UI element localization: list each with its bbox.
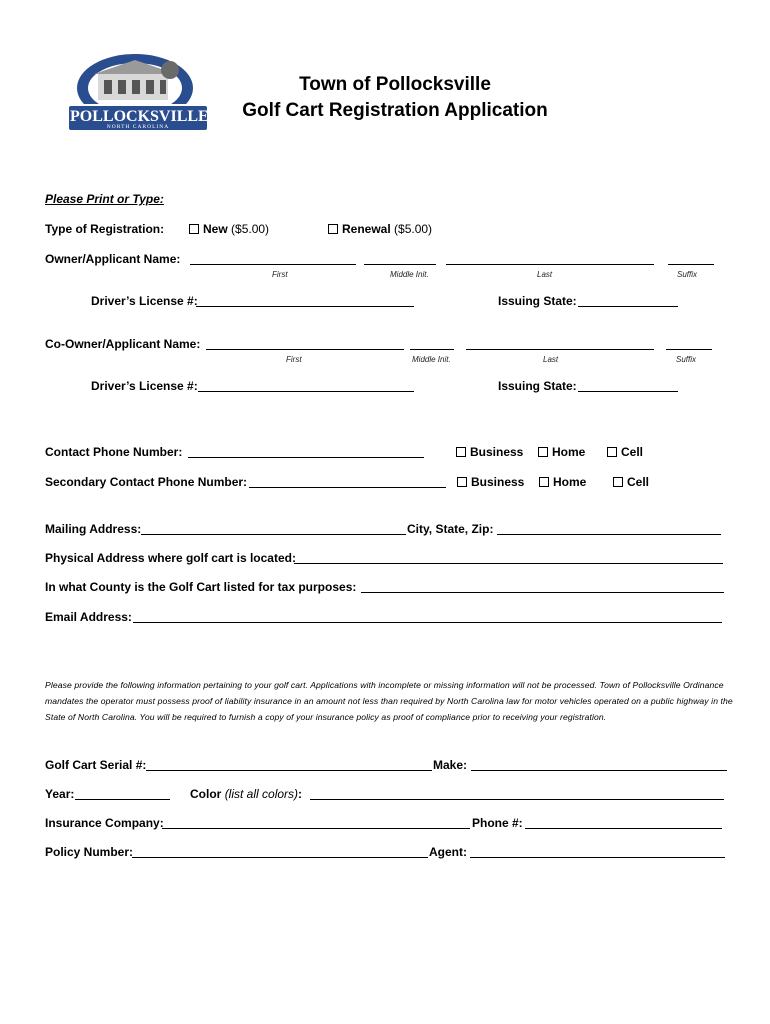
secondary-cell-option[interactable] [613,475,649,489]
drivers-license-field[interactable] [196,306,414,307]
insurance-phone-field[interactable] [525,828,722,829]
insurance-notice: Please provide the following information pertaining to your golf cart. Applications with incomplete or missing information will not be processed. Town of Pollocksville Ordinance mandates the operator must possess proof of liability insurance in an amount not less than required by North Carolina law for motor vehicles operated on a public highway in the State of North Carolina. You will be required to furnish a copy of your insurance policy as proof of compliance prior to receiving your registration. [45,680,733,722]
renewal-option-fee: ($5.00) [394,222,433,236]
serial-number-label: Golf Cart Serial #: [45,758,147,772]
new-registration-checkbox[interactable] [189,224,199,234]
city-state-zip-field[interactable] [497,534,721,535]
secondary-home-label: Home [553,475,587,489]
tax-county-label: In what County is the Golf Cart listed for tax purposes: [45,580,357,594]
drivers-license-label: Driver’s License #: [91,294,198,308]
contact-home-option[interactable] [538,445,585,459]
logo-town-name: POLLOCKSVILLE [70,108,209,125]
secondary-cell-checkbox[interactable] [613,477,623,487]
contact-cell-checkbox[interactable] [607,447,617,457]
secondary-business-option[interactable] [457,475,524,489]
contact-phone-field[interactable] [188,457,424,458]
make-label: Make: [433,758,468,772]
make-field[interactable] [471,770,727,771]
color-hint: (list all colors) [224,787,299,801]
city-state-zip-label: City, State, Zip: [407,522,494,536]
owner-middle-initial-field[interactable] [364,264,436,265]
contact-business-label: Business [470,445,524,459]
owner-first-caption: First [272,270,288,279]
contact-home-checkbox[interactable] [538,447,548,457]
contact-home-label: Home [552,445,586,459]
physical-address-field[interactable] [294,563,723,564]
coowner-last-caption: Last [543,355,559,364]
coowner-middle-caption: Middle Init. [412,355,451,364]
year-field[interactable] [75,799,170,800]
color-field[interactable] [310,799,724,800]
agent-label: Agent: [429,845,467,859]
insurance-phone-label: Phone #: [472,816,523,830]
new-registration-option[interactable] [189,222,269,236]
email-address-field[interactable] [133,622,722,623]
new-option-label: New [203,222,228,236]
coowner-middle-initial-field[interactable] [410,349,454,350]
coowner-first-caption: First [286,355,302,364]
color-colon: : [298,787,303,801]
coowner-suffix-caption: Suffix [676,355,697,364]
secondary-business-label: Business [471,475,525,489]
secondary-home-option[interactable] [539,475,586,489]
coowner-issuing-state-label: Issuing State: [498,379,577,393]
secondary-business-checkbox[interactable] [457,477,467,487]
owner-middle-caption: Middle Init. [390,270,429,279]
page-title-line1: Town of Pollocksville [299,74,491,95]
coowner-drivers-license-field[interactable] [198,391,414,392]
policy-number-label: Policy Number: [45,845,134,859]
secondary-phone-label: Secondary Contact Phone Number: [45,475,248,489]
secondary-home-checkbox[interactable] [539,477,549,487]
contact-cell-label: Cell [621,445,644,459]
physical-address-label: Physical Address where golf cart is located: [45,551,296,565]
contact-phone-label: Contact Phone Number: [45,445,183,459]
owner-name-label: Owner/Applicant Name: [45,252,181,266]
policy-number-field[interactable] [132,857,428,858]
owner-suffix-field[interactable] [668,264,714,265]
logo-ring-text: CHARTERED 1795 [100,50,158,56]
coowner-drivers-license-label: Driver’s License #: [91,379,198,393]
tax-county-field[interactable] [361,592,724,593]
print-instruction: Please Print or Type: [45,192,164,206]
registration-type-label: Type of Registration: [45,222,165,236]
contact-cell-option[interactable] [607,445,643,459]
issuing-state-field[interactable] [578,306,678,307]
insurance-company-label: Insurance Company: [45,816,164,830]
year-label: Year: [45,787,75,801]
owner-suffix-caption: Suffix [677,270,698,279]
mailing-address-field[interactable] [141,534,406,535]
coowner-name-label: Co-Owner/Applicant Name: [45,337,201,351]
serial-number-field[interactable] [146,770,432,771]
renewal-registration-option[interactable] [328,222,432,236]
secondary-cell-label: Cell [627,475,650,489]
renewal-registration-checkbox[interactable] [328,224,338,234]
mailing-address-label: Mailing Address: [45,522,142,536]
agent-field[interactable] [470,857,725,858]
color-label-group [190,787,302,801]
new-option-fee: ($5.00) [231,222,270,236]
insurance-company-field[interactable] [162,828,470,829]
coowner-issuing-state-field[interactable] [578,391,678,392]
renewal-option-label: Renewal [342,222,391,236]
issuing-state-label: Issuing State: [498,294,577,308]
color-label: Color [190,787,222,801]
contact-business-option[interactable] [456,445,523,459]
page-title-line2: Golf Cart Registration Application [242,100,548,121]
secondary-phone-field[interactable] [249,487,446,488]
owner-first-name-field[interactable] [190,264,356,265]
coowner-last-name-field[interactable] [466,349,654,350]
owner-last-caption: Last [537,270,553,279]
coowner-suffix-field[interactable] [666,349,712,350]
contact-business-checkbox[interactable] [456,447,466,457]
email-address-label: Email Address: [45,610,132,624]
owner-last-name-field[interactable] [446,264,654,265]
coowner-first-name-field[interactable] [206,349,404,350]
logo-state-name: NORTH CAROLINA [106,124,170,130]
town-logo [66,52,210,134]
